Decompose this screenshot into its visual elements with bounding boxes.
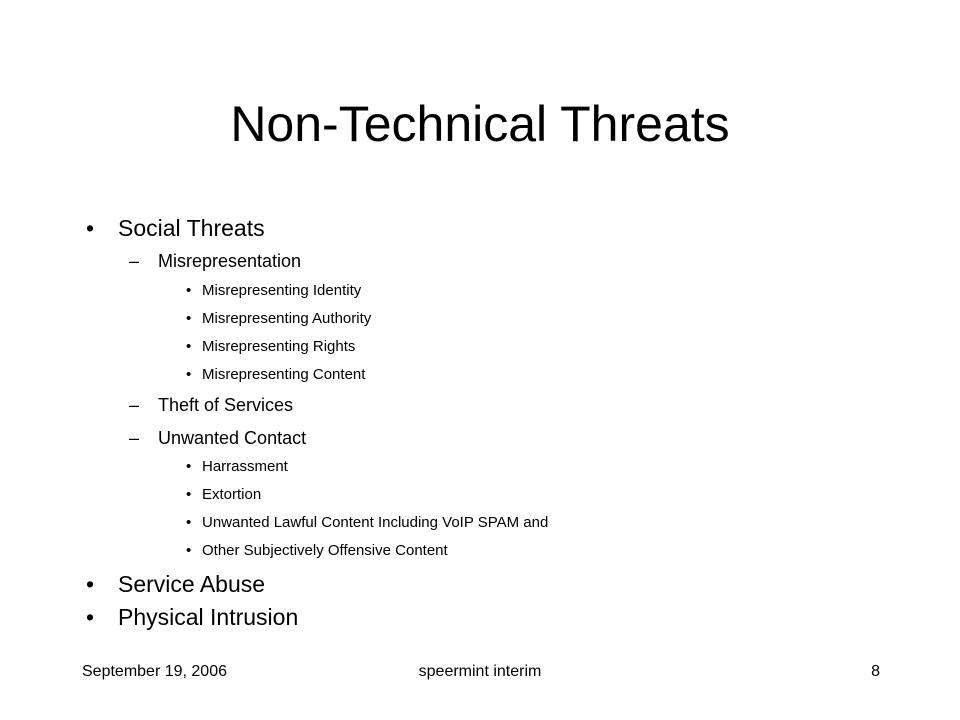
level3-bullet: • — [186, 486, 192, 503]
item-unwanted-lawful: Unwanted Lawful Content Including VoIP SPAM and — [202, 514, 549, 531]
item-misrep-content: Misrepresenting Content — [202, 366, 366, 383]
slide-title: Non-Technical Threats — [230, 96, 730, 152]
level2-dash: – — [129, 395, 140, 415]
footer-page-number: 8 — [871, 663, 880, 680]
item-other-offensive: Other Subjectively Offensive Content — [202, 542, 448, 559]
item-misrep-rights: Misrepresenting Rights — [202, 338, 356, 355]
item-service-abuse: Service Abuse — [118, 571, 266, 597]
item-misrepresentation: Misrepresentation — [158, 251, 302, 271]
level3-bullet: • — [186, 338, 192, 355]
item-theft-of-services: Theft of Services — [158, 395, 294, 415]
level3-bullet: • — [186, 310, 192, 327]
item-extortion: Extortion — [202, 486, 262, 503]
item-physical-intrusion: Physical Intrusion — [118, 604, 299, 630]
level1-bullet: • — [86, 571, 95, 597]
level2-dash: – — [129, 428, 140, 448]
level1-bullet: • — [86, 604, 95, 630]
footer-date: September 19, 2006 — [82, 663, 227, 680]
item-social-threats: Social Threats — [118, 215, 265, 241]
item-misrep-authority: Misrepresenting Authority — [202, 310, 372, 327]
level1-bullet: • — [86, 215, 95, 241]
level2-dash: – — [129, 251, 140, 271]
level3-bullet: • — [186, 458, 192, 475]
level3-bullet: • — [186, 542, 192, 559]
item-harrassment: Harrassment — [202, 458, 288, 475]
item-unwanted-contact: Unwanted Contact — [158, 428, 307, 448]
footer-center-text: speermint interim — [418, 663, 542, 680]
level3-bullet: • — [186, 514, 192, 531]
level3-bullet: • — [186, 366, 192, 383]
level3-bullet: • — [186, 282, 192, 299]
item-misrep-identity: Misrepresenting Identity — [202, 282, 362, 299]
